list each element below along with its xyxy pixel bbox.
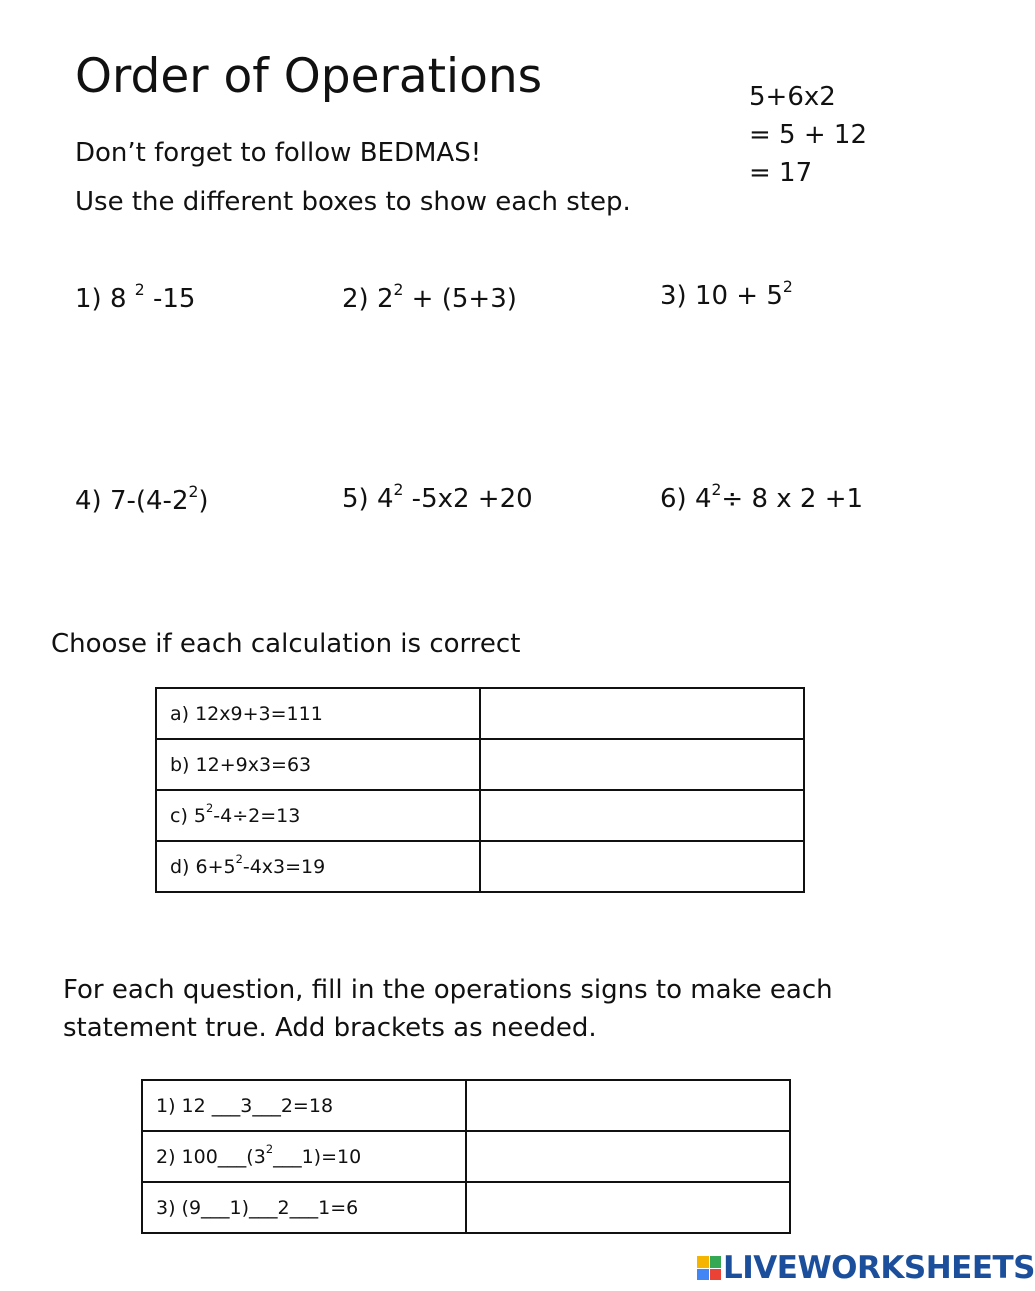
fill-answer-box-1[interactable]: [466, 1080, 790, 1131]
intro-instruction: Use the different boxes to show each step.: [75, 187, 631, 217]
table-row: [156, 790, 804, 841]
answer-box-c[interactable]: [480, 790, 804, 841]
example-line-1: 5+6x2: [749, 82, 836, 112]
table-row: [156, 688, 804, 739]
table-row: [156, 841, 804, 892]
fill-operations-table: [141, 1079, 791, 1234]
logo-text: LIVEWORKSHEETS: [723, 1250, 1035, 1286]
calculation-d: d) $6+5^2-4x3=19$: [156, 841, 480, 892]
section-fill-heading-line-1: For each question, fill in the operations signs to make each: [63, 975, 833, 1005]
section-fill-heading-line-2: statement true. Add brackets as needed.: [63, 1013, 597, 1043]
answer-box-a[interactable]: [480, 688, 804, 739]
table-row: [142, 1080, 790, 1131]
table-row: [142, 1131, 790, 1182]
problem-2: 2) $2^2 + (5+3)$: [342, 280, 517, 314]
intro-reminder: Don’t forget to follow BEDMAS!: [75, 138, 482, 168]
problem-1: 1) 8 $^2$ -15: [75, 280, 196, 314]
section-correctness-heading: Choose if each calculation is correct: [51, 629, 521, 659]
calculation-b: b) 12+9x3=63: [156, 739, 480, 790]
liveworksheets-logo[interactable]: [697, 1251, 1035, 1285]
fill-question-2: 2) $100\_\_\_(3^2\_\_\_1)=10$: [142, 1131, 466, 1182]
example-line-3: = 17: [749, 158, 813, 188]
example-line-2: = 5 + 12: [749, 120, 867, 150]
table-row: [142, 1182, 790, 1233]
fill-answer-box-3[interactable]: [466, 1182, 790, 1233]
problem-4: 4) $7-(4-2^2)$: [75, 482, 209, 516]
liveworksheets-logo-icon: [697, 1256, 721, 1280]
fill-question-3: 3) (9___1)___2___1=6: [142, 1182, 466, 1233]
answer-box-b[interactable]: [480, 739, 804, 790]
worked-example: [749, 78, 867, 192]
calculation-a: a) 12x9+3=111: [156, 688, 480, 739]
page-title: Order of Operations: [75, 49, 543, 104]
table-row: [156, 739, 804, 790]
correctness-table: [155, 687, 805, 893]
calculation-c: c) $5^2-4\div 2=13$: [156, 790, 480, 841]
problem-5: 5) $4^2$ -5x2 +20: [342, 480, 533, 514]
problem-6: 6) $4^2\div 8$ x 2 +1: [660, 480, 864, 514]
fill-answer-box-2[interactable]: [466, 1131, 790, 1182]
fill-question-1: 1) 12 ___3___2=18: [142, 1080, 466, 1131]
answer-box-d[interactable]: [480, 841, 804, 892]
problem-3: 3) $10 + 5^2$: [660, 277, 793, 311]
